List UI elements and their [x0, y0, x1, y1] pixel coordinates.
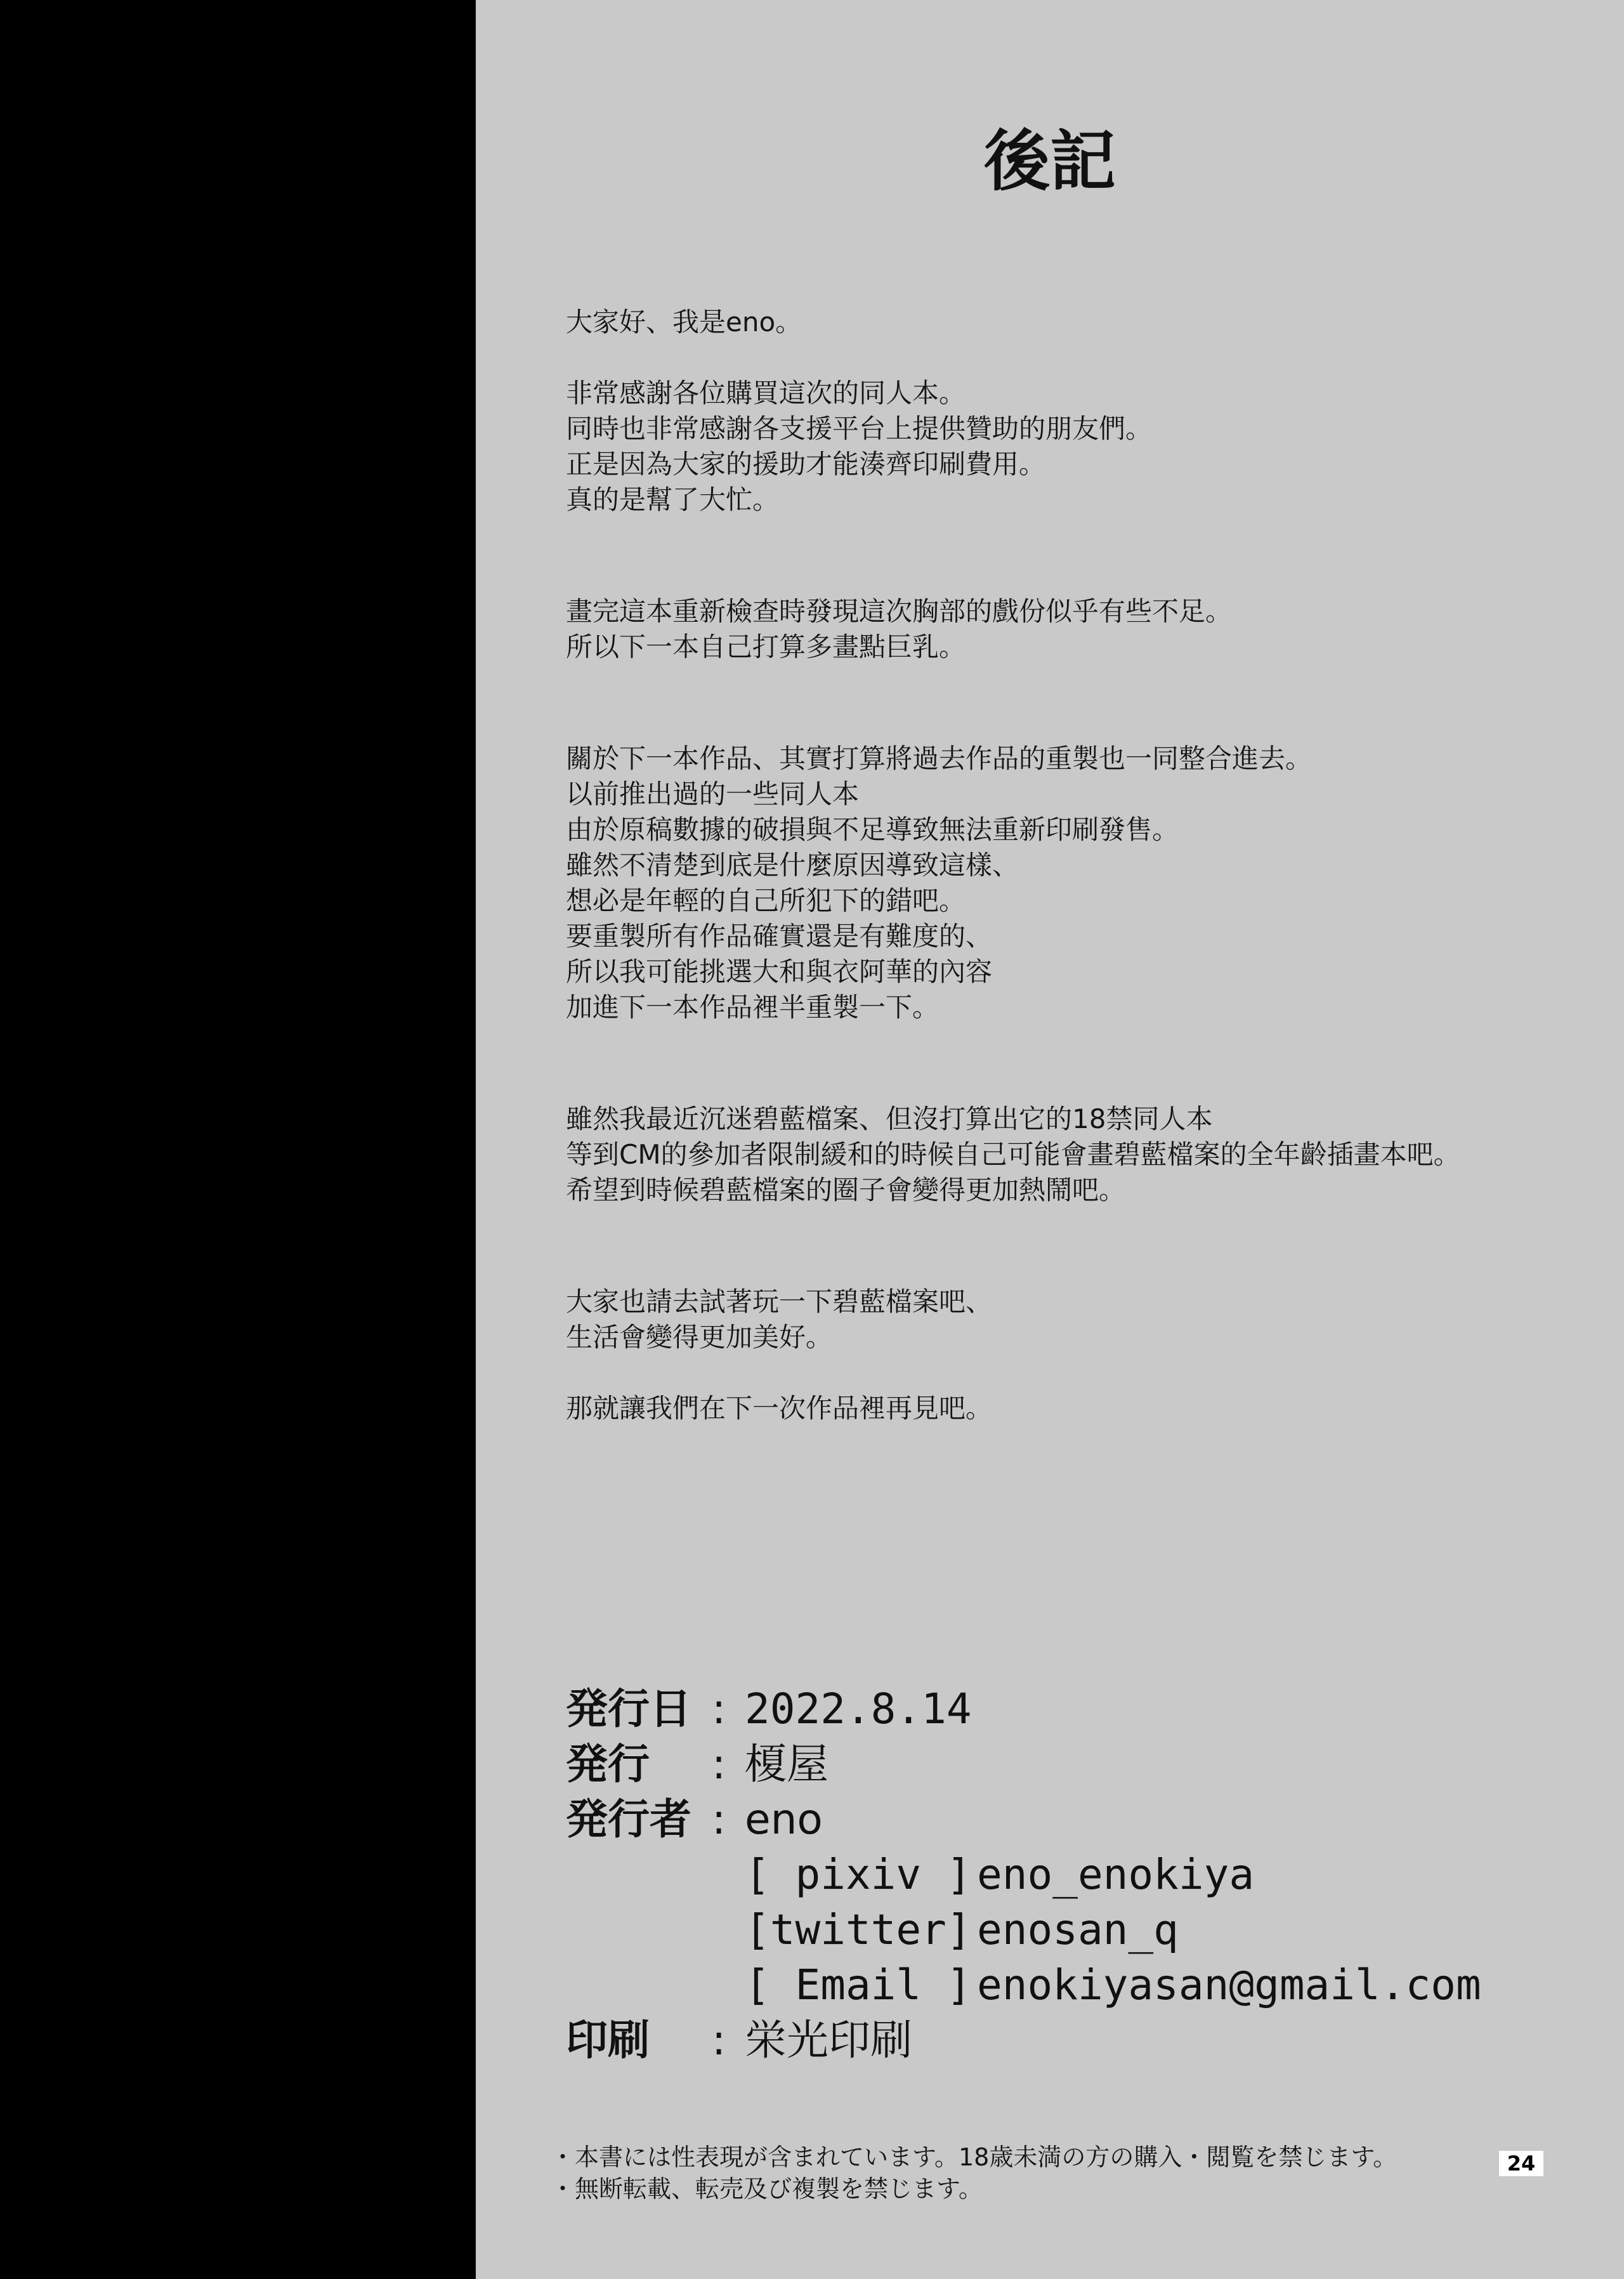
issuer-value: eno	[745, 1795, 823, 1844]
text-line: 非常感謝各位購買這次的同人本。	[566, 378, 966, 409]
contact-pixiv	[566, 1847, 1606, 1902]
separator: :	[712, 1795, 726, 1844]
colophon-printer	[566, 2013, 1606, 2068]
paragraph-greeting	[566, 305, 1606, 340]
text-line: 希望到時候碧藍檔案的圈子會變得更加熱鬧吧。	[566, 1174, 1126, 1205]
contact-key: [ pixiv ]	[745, 1850, 972, 1899]
text-line: 由於原稿數據的破損與不足導致無法重新印刷發售。	[566, 814, 1179, 845]
paragraph-next-work	[566, 741, 1606, 1025]
colophon-issuer	[566, 1792, 1606, 1847]
issuer-label: 発行者	[566, 1795, 691, 1844]
text-line: 大家也請去試著玩一下碧藍檔案吧、	[566, 1286, 993, 1317]
page-title: 後記	[983, 122, 1116, 200]
text-line: 所以我可能挑選大和與衣阿華的內容	[566, 956, 993, 987]
date-value: 2022.8.14	[745, 1685, 972, 1733]
text-line: 想必是年輕的自己所犯下的錯吧。	[566, 885, 966, 916]
text-line: 以前推出過的一些同人本	[566, 778, 860, 810]
page-number: 24	[1499, 2151, 1543, 2176]
text-line: 雖然我最近沉迷碧藍檔案、但沒打算出它的18禁同人本	[566, 1103, 1213, 1134]
text-line: 雖然不清楚到底是什麼原因導致這樣、	[566, 850, 1019, 881]
notice-line: ・無断転載、転売及び複製を禁じます。	[551, 2175, 983, 2203]
paragraph-thanks	[566, 376, 1606, 518]
colophon-date	[566, 1681, 1606, 1737]
text-line: 要重製所有作品確實還是有難度的、	[566, 921, 993, 952]
paragraph-blue-archive	[566, 1101, 1606, 1208]
contact-key: [twitter]	[745, 1905, 972, 1954]
contact-key: [ Email ]	[745, 1960, 972, 2009]
paragraph-recommend	[566, 1284, 1606, 1355]
separator: :	[712, 1685, 726, 1733]
separator: :	[712, 2016, 726, 2065]
text-line: 大家好、我是eno。	[566, 306, 802, 338]
text-line: 同時也非常感謝各支援平台上提供贊助的朋友們。	[566, 413, 1153, 444]
text-line: 生活會變得更加美好。	[566, 1322, 833, 1353]
text-line: 關於下一本作品、其實打算將過去作品的重製也一同整合進去。	[566, 743, 1313, 774]
afterword-body	[566, 305, 1606, 1426]
paragraph-review	[566, 594, 1606, 665]
contact-value: enokiyasan@gmail.com	[977, 1960, 1481, 2009]
date-label: 発行日	[566, 1685, 691, 1733]
publisher-value: 榎屋	[745, 1740, 828, 1789]
text-line: 正是因為大家的援助才能湊齊印刷費用。	[566, 449, 1046, 480]
text-line: 那就讓我們在下一次作品裡再見吧。	[566, 1393, 993, 1424]
book-page	[476, 0, 1624, 2279]
colophon-publisher	[566, 1737, 1606, 1792]
text-line: 畫完這本重新檢查時發現這次胸部的戲份似乎有些不足。	[566, 596, 1233, 627]
notice-line: ・本書には性表現が含まれています。18歳未満の方の購入・閲覧を禁じます。	[551, 2143, 1398, 2171]
publisher-label: 発行	[566, 1740, 650, 1789]
legal-notices	[551, 2141, 1591, 2205]
contact-twitter	[566, 1902, 1606, 1957]
colophon	[566, 1681, 1606, 2068]
contact-value: eno_enokiya	[977, 1850, 1255, 1899]
text-line: 等到CM的參加者限制緩和的時候自己可能會畫碧藍檔案的全年齡插畫本吧。	[566, 1139, 1460, 1170]
text-line: 所以下一本自己打算多畫點巨乳。	[566, 631, 966, 662]
contact-value: enosan_q	[977, 1905, 1179, 1954]
contact-email	[566, 1957, 1606, 2013]
paragraph-farewell	[566, 1391, 1606, 1426]
printer-value: 栄光印刷	[745, 2016, 912, 2065]
text-line: 真的是幫了大忙。	[566, 484, 780, 515]
separator: :	[712, 1740, 726, 1789]
printer-label: 印刷	[566, 2016, 650, 2065]
text-line: 加進下一本作品裡半重製一下。	[566, 992, 940, 1023]
